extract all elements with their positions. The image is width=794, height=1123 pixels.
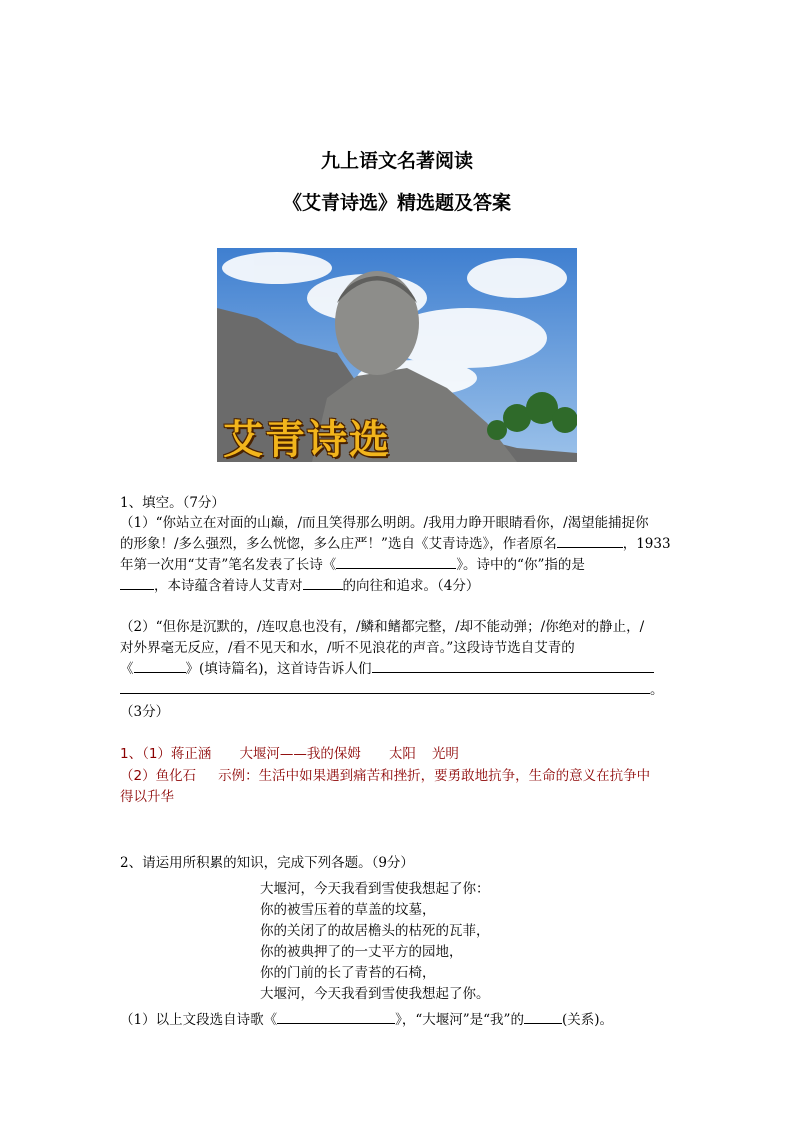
poem-line: 大堰河，今天我看到雪使我想起了你：	[260, 881, 490, 897]
answer-blank[interactable]	[524, 1010, 562, 1024]
q1-p1-line1: （1）“你站立在对面的山巅，/而且笑得那么明朗。/我用力睁开眼睛看你，/渴望能捕捉你	[120, 515, 649, 531]
q1-p2-score: （3分）	[120, 704, 170, 720]
answer-1-4: 光明	[431, 746, 459, 762]
poem-line: 大堰河，今天我看到雪使我想起了你。	[260, 986, 490, 1002]
poem-line: 你的门前的长了青苔的石椅，	[260, 965, 436, 981]
answer-blank[interactable]	[336, 555, 456, 569]
answer-line-3: 得以升华	[120, 789, 174, 805]
answer-blank[interactable]	[120, 576, 154, 590]
q2-heading: 2、请运用所积累的知识，完成下列各题。（9分）	[120, 855, 414, 871]
q2-sub1	[120, 1010, 613, 1030]
poem-line: 你的关闭了的故居檐头的枯死的瓦菲，	[260, 923, 490, 939]
q1-p1-line3-text: 年第一次用“艾青”笔名发表了长诗《	[120, 557, 337, 573]
q1-p2-line4	[120, 680, 664, 700]
answer-1-2: 大堰河——我的保姆	[239, 746, 361, 762]
aiqing-statue-photo	[217, 248, 577, 462]
answer-blank[interactable]	[120, 680, 650, 694]
q1-p2-line3-text: 》(填诗篇名)，这首诗告诉人们	[185, 661, 372, 677]
answer-line-2	[120, 764, 650, 784]
q1-p1-line3	[120, 555, 585, 575]
answer-2-1: （2）鱼化石	[120, 768, 197, 784]
answer-blank[interactable]	[557, 534, 623, 548]
q1-p1-line2-year: ，1933	[622, 536, 671, 552]
answer-blank[interactable]	[277, 1010, 395, 1024]
answer-1-1: 1、（1）蒋正涵	[120, 746, 212, 762]
q1-p2-line1: （2）“但你是沉默的，/连叹息也没有，/鳞和鳍都完整，/却不能动弹；/你绝对的静止，/	[120, 619, 645, 635]
q1-p2-end: 。	[650, 682, 664, 698]
q2-sub1-end: (关系)。	[561, 1012, 613, 1028]
answer-line-1	[120, 742, 459, 762]
poem-line: 你的被典押了的一丈平方的园地，	[260, 944, 463, 960]
answer-blank[interactable]	[303, 576, 343, 590]
page-title: 九上语文名著阅读	[320, 150, 473, 172]
q1-heading: 1、填空。（7分）	[120, 495, 225, 511]
q2-sub1-text: （1）以上文段选自诗歌《	[120, 1012, 278, 1028]
poem-line: 你的被雪压着的草盖的坟墓，	[260, 902, 436, 918]
q1-p1-line4-tail: 的向往和追求。（4分）	[342, 578, 480, 594]
q1-p1-line3-tail: 》。诗中的“你”指的是	[456, 557, 585, 573]
answer-1-3: 太阳	[388, 746, 416, 762]
q1-p2-line3	[120, 659, 654, 679]
q1-p2-line3-open: 《	[120, 661, 134, 677]
photo-caption: 艾青诗选	[223, 417, 391, 462]
q1-p1-line4-text: ，本诗蕴含着诗人艾青对	[154, 578, 303, 594]
q1-p1-line4	[120, 576, 479, 596]
answer-2-2: 示例：生活中如果遇到痛苦和挫折，要勇敢地抗争，生命的意义在抗争中	[218, 768, 651, 784]
q2-sub1-mid: 》，“大堰河”是“我”的	[395, 1012, 524, 1028]
q1-p1-line2-text: 的形象！/多么强烈，多么恍惚，多么庄严！”选自《艾青诗选》，作者原名	[120, 536, 557, 552]
q1-p2-line2: 对外界毫无反应，/看不见天和水，/听不见浪花的声音。”这段诗节选自艾青的	[120, 640, 575, 656]
answer-blank[interactable]	[372, 659, 654, 673]
page-subtitle: 《艾青诗选》精选题及答案	[282, 192, 511, 214]
answer-blank[interactable]	[134, 659, 186, 673]
q1-p1-line2	[120, 534, 671, 554]
